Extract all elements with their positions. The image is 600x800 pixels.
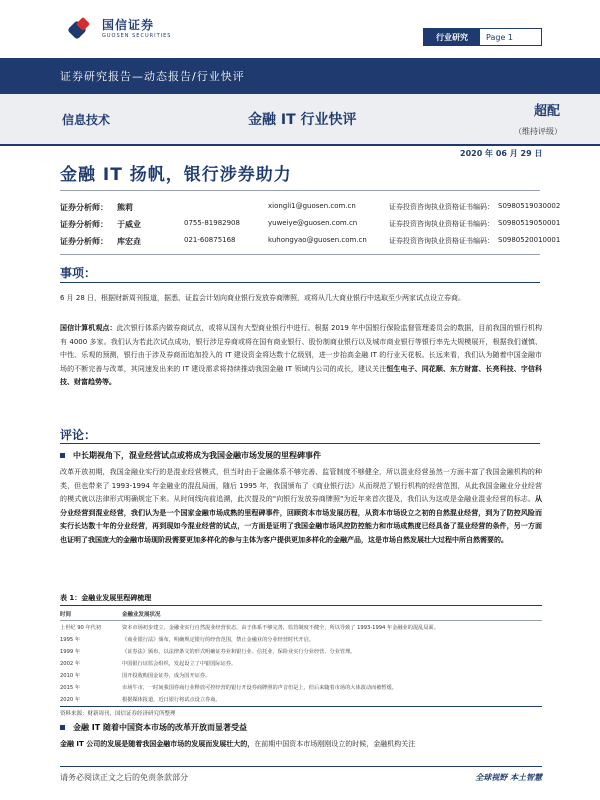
table-header-row: 时间 金融业发展状况 (60, 608, 542, 621)
table-row: 1995 年 《商业银行法》颁布，明确规定银行的经营范围，禁止金融业的分业经营时代开启。 (60, 636, 314, 643)
analyst-row (60, 234, 561, 248)
section-heading-event: 事项： (60, 266, 97, 280)
table-row: 1999 年 《证券法》颁布，以法律条文的形式明确证券业和银行业、信托业、保险业实行分业经营、分业管理。 (60, 648, 356, 655)
analyst-cert-label: 证券投资咨询执业资格证书编码： (389, 203, 494, 211)
recommended-stocks: 恒生电子、同花顺、东方财富、长亮科技、宇信科技、财富趋势等。 (60, 364, 542, 386)
analyst-cert-label: 证券投资咨询执业资格证书编码： (389, 220, 494, 228)
analyst-email: xiongli1@guosen.com.cn (268, 202, 356, 210)
logo-mark-icon (70, 17, 92, 39)
report-date: 2020 年 06 月 29 日 (460, 149, 543, 158)
table-source: 资料来源：财新周刊，国信证券经济研究所整理 (60, 706, 542, 717)
analyst-cert-label: 证券投资咨询执业资格证书编码： (389, 237, 494, 245)
table-row: 上世纪 90 年代初 资本市场初步建立，金融业实行自然混业经营状态，由于体系不够完善，监管制度不健全，所以导致了 1993-1994 年金融业的混乱局面。 (60, 624, 439, 631)
analyst-role: 证券分析师： (60, 220, 108, 229)
banner-text: 证券研究报告—动态报告/行业快评 (60, 70, 245, 83)
viewpoint-text: 此次银行体系内做券商试点，或将从国有大型商业银行中进行。根据 2019 年中国银行保险监督管理委员会的数据，目前我国的银行机构有 4000 多家。我们认为若此次试点成功，银行涉足券商或将在国有商业银行、股份制商业银行以及城市商业银行等银行率先大规模展开，根据我们谨慎、中性、乐观的预测，银行由于涉及券商而追加投入的 IT 建设资金将达数十亿级别，进一步抬高金融 IT 的行业天花板。长远来看，我们认为随着中国金融市场的不断完善与改革，其同速发出来的 IT 建设需求将持续推动我国金融 IT 领域内公司的成长，建议关注 (60, 324, 543, 373)
closing-paragraph: 金融 IT 公司的发展是随着我国金融市场的发展而发展壮大的，在前期中国资本市场刚刚设立的时候，金融机构关注 (60, 740, 416, 748)
industry-field: 信息技术 (62, 113, 111, 127)
viewpoint-lead: 国信计算机观点： (60, 324, 117, 332)
table-row: 2020 年 根据媒体报道，近日银行将试点设立券商。 (60, 696, 221, 703)
analyst-name: 于威业 (117, 220, 141, 229)
company-logo (70, 16, 171, 39)
rating: 超配 (533, 104, 560, 119)
footer-slogan: 全球视野 本土智慧 (475, 773, 542, 782)
bullet-square-icon (60, 453, 65, 458)
analyst-divider (60, 254, 540, 255)
analyst-name: 库宏垚 (117, 237, 141, 246)
page-title: 金融 IT 扬帆，银行涉券助力 (60, 165, 292, 185)
comment-paragraph: 改革开放初期，我国金融业实行的是混业经营模式，但当时由于金融体系不够完善、监管制度不够健全，所以混业经营虽然一方面丰富了我国金融机构的种类，但也带来了 1993-1994 年金融业的混乱局面，随后 1995 年，我国颁布了《商业银行法》从而规范了银行机构的经营范围，从此我国金融业分业经营的模式就以法律形式明确规定下来。从时间线向前追溯，此次提及的"向银行发放券商牌照"为近年来首次提及，我们认为这或是金融业混业经营的标志。从分业经营到混业经营，我们认为是一个国家金融市场成熟的里程碑事件，回顾资本市场发展历程，从资本市场设立之初的自然混业经营，到为了防控风险而实行长达数十年的分业经营，再到现如今混业经营的试点，一方面是证明了我国金融市场风控防控能力和市场成熟度已经具备了混业经营的条件，另一方面也证明了我国庞大的金融市场现阶段需要更加多样化的参与主体为客户提供更加多样化的金融产品，这是市场自然发展壮大过程中所自然需要的。 (60, 468, 542, 544)
analyst-cert: S0980519050001 (498, 219, 561, 227)
table-title: 表 1：金融业发展里程碑梳理 (60, 593, 542, 606)
page-number: Page 1 (486, 32, 513, 42)
table-row: 2015 年 市场牛市，一时间我国券商行业释放可控经营的银行开设券商牌照的声音但是上，但后来随着市场的大体波动而被暂缓。 (60, 684, 397, 691)
table-row: 2010 年 国开投收购国金证券，成为国开证券。 (60, 672, 211, 679)
table-row: 2002 年 中国银行证监会组织，发起设立了中银国际证券。 (60, 660, 237, 667)
section-line (60, 282, 540, 283)
analyst-row (60, 217, 561, 231)
comment-bold-text: 从分业经营到混业经营，我们认为是一个国家金融市场成熟的里程碑事件，回顾资本市场发展历程，从资本市场设立之初的自然混业经营，到为了防控风险而实行长达数十年的分业经营，再到现如今混业经营的试点，一方面是证明了我国金融市场风控防控能力和市场成熟度已经具备了混业经营的条件，另一方面也证明了我国庞大的金融市场现阶段需要更加多样化的参与主体为客户提供更加多样化的金融产品，这是市场自然发展壮大过程中所自然需要的。 (60, 495, 542, 544)
section-line (60, 443, 540, 444)
analyst-cert: S0980519030002 (498, 202, 561, 210)
report-banner (0, 58, 600, 94)
section-heading-comment: 评论： (60, 428, 97, 442)
analyst-email: yuweiye@guosen.com.cn (268, 219, 358, 227)
title-divider (60, 190, 540, 191)
analyst-email: kuhongyao@guosen.com.cn (268, 236, 367, 244)
closing-bold-text: 金融 IT 公司的发展是随着我国金融市场的发展而发展壮大的， (60, 740, 255, 748)
footer-divider (60, 766, 542, 767)
milestone-table (60, 608, 542, 705)
report-type: 金融 IT 行业快评 (248, 112, 357, 128)
bullet-square-icon (60, 725, 65, 730)
viewpoint-paragraph (60, 322, 542, 390)
report-subheader (0, 94, 600, 146)
analyst-phone: 021-60875168 (184, 236, 236, 244)
analyst-name: 熊莉 (117, 203, 133, 212)
bullet-heading: 金融 IT 随着中国资本市场的改革开放而显著受益 (60, 722, 247, 733)
bullet-heading: 中长期视角下，混业经营试点或将成为我国金融市场发展的里程碑事件 (60, 450, 321, 461)
event-paragraph: 6 月 28 日，根据财新周刊报道，据悉，证监会计划向商业银行发放券商牌照，或将从几大商业银行中选取至少两家试点设立券商。 (60, 294, 466, 302)
analyst-cert: S0980520010001 (498, 236, 561, 244)
report-category-label: 行业研究 (424, 29, 480, 45)
report-tag (423, 28, 542, 46)
analyst-role: 证券分析师： (60, 237, 108, 246)
analyst-row (60, 200, 561, 214)
footer-disclaimer: 请务必阅读正文之后的免责条款部分 (60, 773, 188, 782)
rating-status: （维持评级） (514, 127, 562, 136)
analyst-role: 证券分析师： (60, 203, 108, 212)
logo-name-cn: 国信证券 (102, 18, 155, 32)
logo-name-en: GUOSEN SECURITIES (102, 33, 172, 39)
analyst-phone: 0755-81982908 (184, 219, 240, 227)
